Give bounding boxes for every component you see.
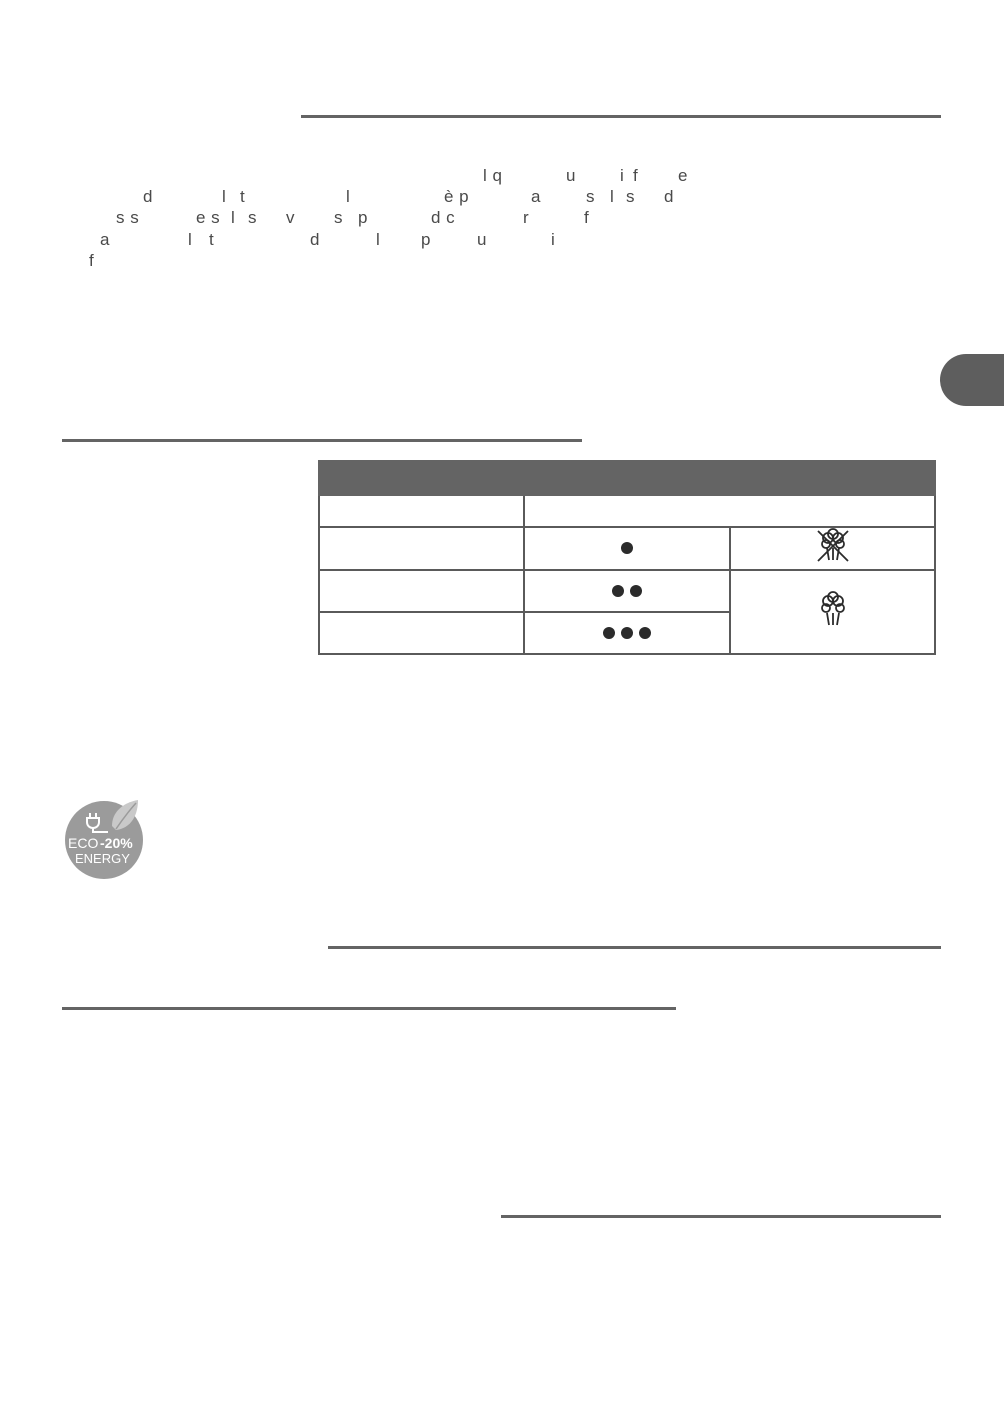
text-fragment: e s — [196, 208, 221, 227]
text-fragment: f — [89, 251, 95, 270]
text-fragment: s s — [116, 208, 140, 227]
text-fragment: l — [231, 208, 236, 227]
section-rule-1 — [301, 115, 941, 118]
text-fragment: d — [664, 187, 674, 206]
text-fragment: a — [531, 187, 541, 206]
level-dot — [612, 585, 624, 597]
table-subheader-value — [524, 495, 935, 527]
badge-eco: ECO — [68, 835, 99, 851]
level-dot — [603, 627, 615, 639]
section-rule-5 — [501, 1215, 941, 1218]
chapter-tab-marker — [940, 354, 1004, 406]
text-fragment: t — [240, 187, 246, 206]
text-fragment: u — [477, 230, 487, 249]
text-fragment: l — [346, 187, 351, 206]
level-dot — [621, 542, 633, 554]
text-fragment: d c — [431, 208, 456, 227]
table-row — [319, 570, 935, 612]
level-indicator-1 — [524, 527, 730, 570]
table-row — [319, 527, 935, 570]
text-fragment: s — [334, 208, 343, 227]
table-header-row — [319, 461, 935, 495]
level-dot — [639, 627, 651, 639]
no-steam-icon — [813, 528, 853, 564]
text-fragment: d — [143, 187, 153, 206]
text-fragment: r — [523, 208, 530, 227]
text-fragment: f — [633, 166, 639, 185]
text-fragment: a — [100, 230, 110, 249]
level-indicator-3 — [524, 612, 730, 654]
text-fragment: s — [586, 187, 595, 206]
text-fragment: p — [358, 208, 368, 227]
text-fragment: e — [678, 166, 688, 185]
table-row-label — [319, 570, 524, 612]
text-fragment: p — [421, 230, 431, 249]
text-fragment: i — [620, 166, 625, 185]
table-row-label — [319, 527, 524, 570]
text-fragment: d — [310, 230, 320, 249]
text-fragment: l q — [483, 166, 503, 185]
level-indicator-2 — [524, 570, 730, 612]
text-fragment: l — [222, 187, 227, 206]
settings-table — [318, 460, 936, 655]
table-subheader-row — [319, 495, 935, 527]
text-fragment: f — [584, 208, 590, 227]
text-fragment: v — [286, 208, 295, 227]
badge-energy: ENERGY — [75, 851, 130, 866]
section-rule-3 — [328, 946, 941, 949]
table-subheader-label — [319, 495, 524, 527]
section-rule-2 — [62, 439, 582, 442]
badge-percent: -20% — [100, 835, 133, 851]
text-fragment: s — [626, 187, 635, 206]
text-fragment: s — [248, 208, 257, 227]
steam-cell-off — [730, 527, 935, 570]
section-rule-4 — [62, 1007, 676, 1010]
steam-cell-on — [730, 570, 935, 654]
eco-energy-badge — [64, 796, 146, 880]
level-dot — [630, 585, 642, 597]
text-fragment: l — [376, 230, 381, 249]
text-fragment: i — [551, 230, 556, 249]
table-header — [319, 461, 935, 495]
level-dot — [621, 627, 633, 639]
text-fragment: è p — [444, 187, 470, 206]
text-fragment: t — [209, 230, 215, 249]
table-row-label — [319, 612, 524, 654]
steam-icon — [815, 591, 851, 629]
text-fragment: l — [610, 187, 615, 206]
text-fragment: u — [566, 166, 576, 185]
text-fragment: l — [188, 230, 193, 249]
